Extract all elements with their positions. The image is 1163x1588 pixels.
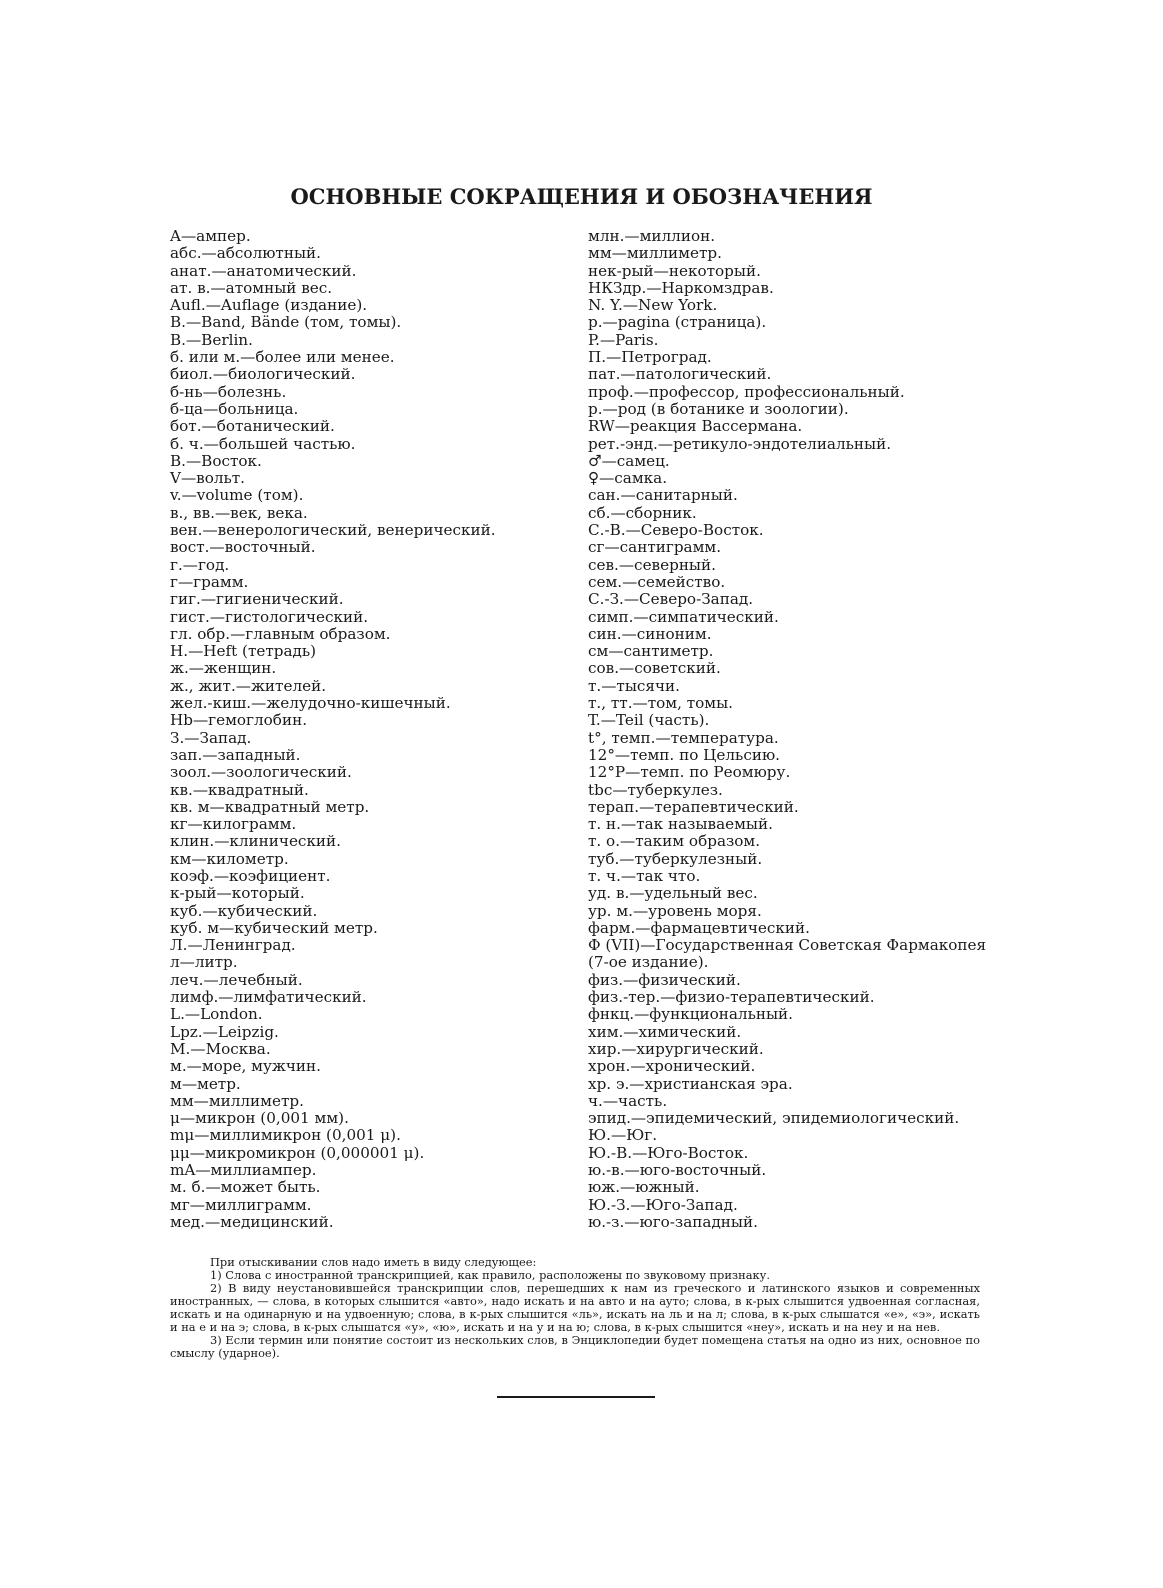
abbreviation-entry: t°, темп.—температура. [588, 728, 779, 747]
abbreviations-right-column [588, 228, 988, 1231]
abbreviation-entry: куб. м—кубический метр. [170, 918, 378, 937]
note-item-2: 2) В виду неустановившейся транскрипции слов, перешедших к нам из греческого и латинского языков и современных иностранных, — слова, в которых слышится «авто», надо искать и на авто и на аyто; слова, в к-рых слышится удвоенная согласная, искать и на одинарную и на удвоенную; слова, в к-рых слышится «ль», искать на ль и на л; слова, в к-рых слышатся «е», «э», искать и на е и на э; слова, в к-рых слышатся «у», «ю», искать и на у и на ю; слова, в к-рых слышится «неу», искать и на неу и на нев. [170, 1281, 980, 1334]
abbreviation-entry: L.—London. [170, 1005, 263, 1024]
abbreviation-entry: р.—род (в ботанике и зоологии). [588, 399, 849, 418]
abbreviation-entry: Л.—Ленинград. [170, 936, 296, 955]
abbreviation-entry: сов.—советский. [588, 659, 721, 678]
abbreviation-entry: уд. в.—удельный вес. [588, 884, 758, 903]
abbreviation-entry: син.—синоним. [588, 624, 712, 643]
abbreviation-entry: т.—тысячи. [588, 676, 680, 695]
abbreviations-left-column [170, 228, 570, 1231]
abbreviation-entry: mA—миллиампер. [170, 1161, 317, 1180]
abbreviation-entry: куб.—кубический. [170, 901, 318, 920]
abbreviation-entry: млн.—миллион. [588, 227, 716, 245]
abbreviation-entry: абс.—абсолютный. [170, 244, 321, 263]
abbreviation-entry: НКЗдр.—Наркомздрав. [588, 278, 774, 297]
abbreviation-entry: Ю.—Юг. [588, 1126, 658, 1145]
abbreviation-entry: симп.—симпатический. [588, 607, 779, 626]
abbreviation-entry: жел.-киш.—желудочно-кишечный. [170, 694, 451, 713]
abbreviation-entry: юж.—южный. [588, 1178, 700, 1197]
abbreviation-entry: сб.—сборник. [588, 503, 697, 522]
abbreviation-entry: mμ—миллимикрон (0,001 μ). [170, 1126, 401, 1145]
abbreviation-entry: туб.—туберкулезный. [588, 849, 763, 868]
abbreviation-entry: физ.-тер.—физио-терапевтический. [588, 988, 875, 1007]
abbreviation-entry: ур. м.—уровень моря. [588, 901, 762, 920]
abbreviation-entry: μμ—микромикрон (0,000001 μ). [170, 1143, 425, 1162]
abbreviation-entry: м.—море, мужчин. [170, 1057, 321, 1076]
note-item-1: 1) Слова с иностранной транскрипцией, как правило, расположены по звуковому признаку. [210, 1268, 770, 1282]
abbreviation-entry: С.-В.—Северо-Восток. [588, 521, 764, 540]
abbreviation-entry: сев.—северный. [588, 555, 716, 574]
abbreviation-entry: v.—volume (том). [170, 486, 304, 505]
abbreviation-entry: пат.—патологический. [588, 365, 772, 384]
abbreviation-entry: Ю.-З.—Юго-Запад. [588, 1195, 738, 1214]
abbreviation-entry: см—сантиметр. [588, 642, 714, 661]
abbreviation-entry: гиг.—гигиенический. [170, 590, 344, 609]
abbreviation-entry: мм—миллиметр. [170, 1091, 304, 1110]
abbreviation-entry: ю.-в.—юго-восточный. [588, 1161, 767, 1180]
abbreviation-entry: в., вв.—век, века. [170, 503, 308, 522]
abbreviation-entry: л—литр. [170, 953, 238, 972]
abbreviation-entry: B.—Berlin. [170, 330, 253, 349]
abbreviation-entry: В.—Восток. [170, 451, 262, 470]
usage-notes [170, 1256, 980, 1360]
abbreviation-entry: 12°—темп. по Цельсию. [588, 745, 781, 764]
abbreviation-entry: б-ца—больница. [170, 399, 299, 418]
abbreviation-entry: ю.-з.—юго-западный. [588, 1212, 758, 1231]
abbreviation-entry: N. Y.—New York. [588, 296, 718, 315]
abbreviation-entry: клин.—клинический. [170, 832, 342, 851]
abbreviation-entry: B.—Band, Bände (том, томы). [170, 313, 402, 332]
notes-intro: При отыскивании слов надо иметь в виду следующее: [210, 1255, 537, 1269]
abbreviation-entry: м—метр. [170, 1074, 241, 1093]
abbreviation-entry: биол.—биологический. [170, 365, 356, 384]
abbreviation-entry: кв. м—квадратный метр. [170, 797, 370, 816]
abbreviation-entry: леч.—лечебный. [170, 970, 303, 989]
abbreviation-entry: H.—Heft (тетрадь) [170, 642, 317, 661]
note-item-3: 3) Если термин или понятие состоит из нескольких слов, в Энциклопедии будет помещена статья на одно из них, основное по смыслу (ударное). [170, 1333, 980, 1360]
abbreviation-entry: хр. э.—христианская эра. [588, 1074, 793, 1093]
abbreviation-entry: терап.—терапевтический. [588, 797, 799, 816]
abbreviation-entry: нек-рый—некоторый. [588, 261, 761, 280]
abbreviation-entry: зоол.—зоологический. [170, 763, 352, 782]
abbreviation-entry: м. б.—может быть. [170, 1178, 321, 1197]
abbreviation-entry: μ—микрон (0,001 мм). [170, 1109, 349, 1128]
abbreviation-entry: кг—килограмм. [170, 815, 297, 834]
abbreviation-entry: tbc—туберкулез. [588, 780, 723, 799]
abbreviation-entry: вост.—восточный. [170, 538, 316, 557]
abbreviation-entry: фарм.—фармацевтический. [588, 918, 810, 937]
abbreviation-entry: бот.—ботанический. [170, 417, 335, 436]
abbreviation-entry: б. ч.—большей частью. [170, 434, 356, 453]
abbreviation-entry: ж.—женщин. [170, 659, 277, 678]
abbreviation-entry: хрон.—хронический. [588, 1057, 756, 1076]
abbreviation-entry: ♀—самка. [588, 469, 668, 488]
abbreviation-entry: ж., жит.—жителей. [170, 676, 327, 695]
abbreviation-entry: ♂—самец. [588, 451, 670, 470]
abbreviation-entry: V—вольт. [170, 469, 245, 488]
abbreviation-entry: М.—Москва. [170, 1039, 271, 1058]
abbreviation-entry: З.—Запад. [170, 728, 252, 747]
abbreviation-entry: Lpz.—Leipzig. [170, 1022, 279, 1041]
abbreviation-entry: A—ампер. [170, 227, 251, 245]
abbreviation-entry: проф.—профессор, профессиональный. [588, 382, 905, 401]
abbreviation-entry: хир.—хирургический. [588, 1039, 764, 1058]
abbreviation-entry: гл. обр.—главным образом. [170, 624, 391, 643]
abbreviation-entry: Aufl.—Auflage (издание). [170, 296, 368, 315]
abbreviation-entry: коэф.—коэфициент. [170, 866, 331, 885]
abbreviation-entry: анат.—анатомический. [170, 261, 357, 280]
closing-rule [497, 1396, 655, 1398]
abbreviation-entry: 12°Р—темп. по Реомюру. [588, 763, 791, 782]
abbreviation-entry: эпид.—эпидемический, эпидемиологический. [588, 1109, 960, 1128]
page-title: ОСНОВНЫЕ СОКРАЩЕНИЯ И ОБОЗНАЧЕНИЯ [290, 184, 873, 209]
abbreviation-entry: гист.—гистологический. [170, 607, 369, 626]
abbreviation-entry: рет.-энд.—ретикуло-эндотелиальный. [588, 434, 892, 453]
abbreviation-entry: кв.—квадратный. [170, 780, 309, 799]
abbreviation-entry: хим.—химический. [588, 1022, 742, 1041]
abbreviation-entry: б-нь—болезнь. [170, 382, 287, 401]
abbreviation-entry: мм—миллиметр. [588, 244, 722, 263]
abbreviation-entry: г—грамм. [170, 572, 249, 591]
abbreviation-entry: ч.—часть. [588, 1091, 668, 1110]
abbreviation-entry: т., тт.—том, томы. [588, 694, 733, 713]
abbreviation-entry: б. или м.—более или менее. [170, 348, 395, 367]
abbreviation-entry: RW—реакция Вассермана. [588, 417, 803, 436]
abbreviation-entry: Ю.-В.—Юго-Восток. [588, 1143, 749, 1162]
abbreviation-entry: P.—Paris. [588, 330, 659, 349]
abbreviation-entry: Ф (VII)—Государственная Советская Фармакопея (7-ое издание). [588, 936, 987, 972]
abbreviation-entry: км—километр. [170, 849, 289, 868]
abbreviation-entry: ат. в.—атомный вес. [170, 278, 333, 297]
abbreviation-entry: мед.—медицинский. [170, 1212, 334, 1231]
abbreviation-entry: лимф.—лимфатический. [170, 988, 367, 1007]
abbreviation-entry: Hb—гемоглобин. [170, 711, 308, 730]
abbreviation-entry: физ.—физический. [588, 970, 741, 989]
abbreviation-entry: T.—Teil (часть). [588, 711, 710, 730]
abbreviation-entry: т. о.—таким образом. [588, 832, 761, 851]
abbreviation-entry: т. н.—так называемый. [588, 815, 773, 834]
abbreviation-entry: зап.—западный. [170, 745, 301, 764]
abbreviation-entry: к-рый—который. [170, 884, 305, 903]
abbreviation-entry: сан.—санитарный. [588, 486, 738, 505]
abbreviation-entry: г.—год. [170, 555, 230, 574]
abbreviation-entry: вен.—венерологический, венерический. [170, 521, 496, 540]
abbreviation-entry: сем.—семейство. [588, 572, 726, 591]
abbreviation-entry: сг—сантиграмм. [588, 538, 722, 557]
abbreviation-entry: П.—Петроград. [588, 348, 712, 367]
abbreviation-entry: мг—миллиграмм. [170, 1195, 312, 1214]
abbreviation-entry: p.—pagina (страница). [588, 313, 767, 332]
abbreviation-entry: С.-З.—Северо-Запад. [588, 590, 754, 609]
abbreviation-entry: т. ч.—так что. [588, 866, 701, 885]
abbreviation-entry: фнкц.—функциональный. [588, 1005, 794, 1024]
